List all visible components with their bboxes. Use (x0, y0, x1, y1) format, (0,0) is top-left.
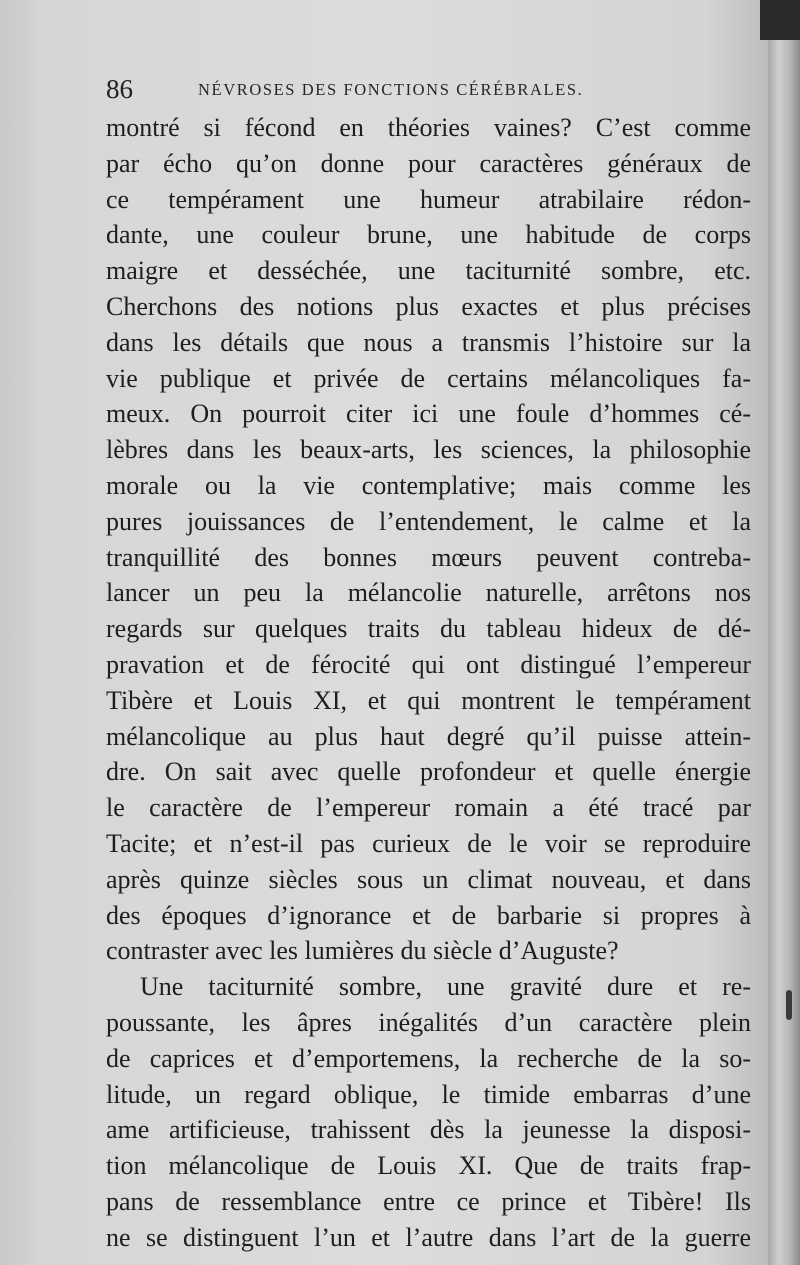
text-line: poussante, les âpres inégalités d’un caractère plein (106, 1007, 751, 1037)
text-line: mélancolique au plus haut degré qu’il puisse attein- (106, 721, 751, 751)
text-line: le caractère de l’empereur romain a été tracé par (106, 793, 751, 823)
page-header (106, 74, 666, 104)
body-text (106, 110, 751, 1256)
text-line: litude, un regard oblique, le timide embarras d’une (106, 1079, 751, 1109)
text-line: meux. On pourroit citer ici une foule d’hommes cé- (106, 399, 751, 429)
text-line: de caprices et d’emportemens, la recherche de la so- (106, 1043, 751, 1073)
text-line: ame artificieuse, trahissent dès la jeunesse la disposi- (106, 1115, 751, 1145)
text-line: dans les détails que nous a transmis l’histoire sur la (106, 327, 751, 357)
page-gutter (768, 0, 800, 1265)
running-head: NÉVROSES DES FONCTIONS CÉRÉBRALES. (198, 80, 584, 99)
text-line: lèbres dans les beaux-arts, les sciences, la philosophie (106, 435, 751, 465)
text-line: regards sur quelques traits du tableau hideux de dé- (106, 614, 751, 644)
text-line: contraster avec les lumières du siècle d’Auguste? (106, 936, 619, 966)
text-line: des époques d’ignorance et de barbarie si propres à (106, 900, 751, 930)
paragraph-start-line: Une taciturnité sombre, une gravité dure et re- (140, 972, 751, 1002)
text-line: après quinze siècles sous un climat nouveau, et dans (106, 864, 751, 894)
text-line: tion mélancolique de Louis XI. Que de traits frap- (106, 1151, 751, 1181)
page-number: 86 (106, 74, 133, 104)
text-line: vie publique et privée de certains mélancoliques fa- (106, 363, 751, 393)
text-line: maigre et desséchée, une taciturnité sombre, etc. (106, 256, 751, 286)
text-line: morale ou la vie contemplative; mais comme les (106, 470, 751, 500)
text-line: par écho qu’on donne pour caractères généraux de (106, 148, 751, 178)
text-line: pans de ressemblance entre ce prince et Tibère! Ils (106, 1186, 751, 1216)
text-line: dante, une couleur brune, une habitude de corps (106, 220, 751, 250)
text-line: ne se distinguent l’un et l’autre dans l’art de la guerre (106, 1222, 751, 1252)
text-line: lancer un peu la mélancolie naturelle, arrêtons nos (106, 578, 751, 608)
text-line: dre. On sait avec quelle profondeur et quelle énergie (106, 757, 751, 787)
text-line: tranquillité des bonnes mœurs peuvent contreba- (106, 542, 751, 572)
text-line: Tacite; et n’est-il pas curieux de le voir se reproduire (106, 828, 751, 858)
text-line: Cherchons des notions plus exactes et plus précises (106, 291, 751, 321)
text-line: montré si fécond en théories vaines? C’est comme (106, 113, 751, 142)
text-line: pravation et de férocité qui ont distingué l’empereur (106, 649, 751, 679)
corner-shadow (760, 0, 800, 40)
text-line: ce tempérament une humeur atrabilaire rédon- (106, 184, 751, 214)
gutter-mark (786, 990, 792, 1020)
text-line: Tibère et Louis XI, et qui montrent le tempérament (106, 685, 751, 715)
text-line: pures jouissances de l’entendement, le calme et la (106, 506, 751, 536)
